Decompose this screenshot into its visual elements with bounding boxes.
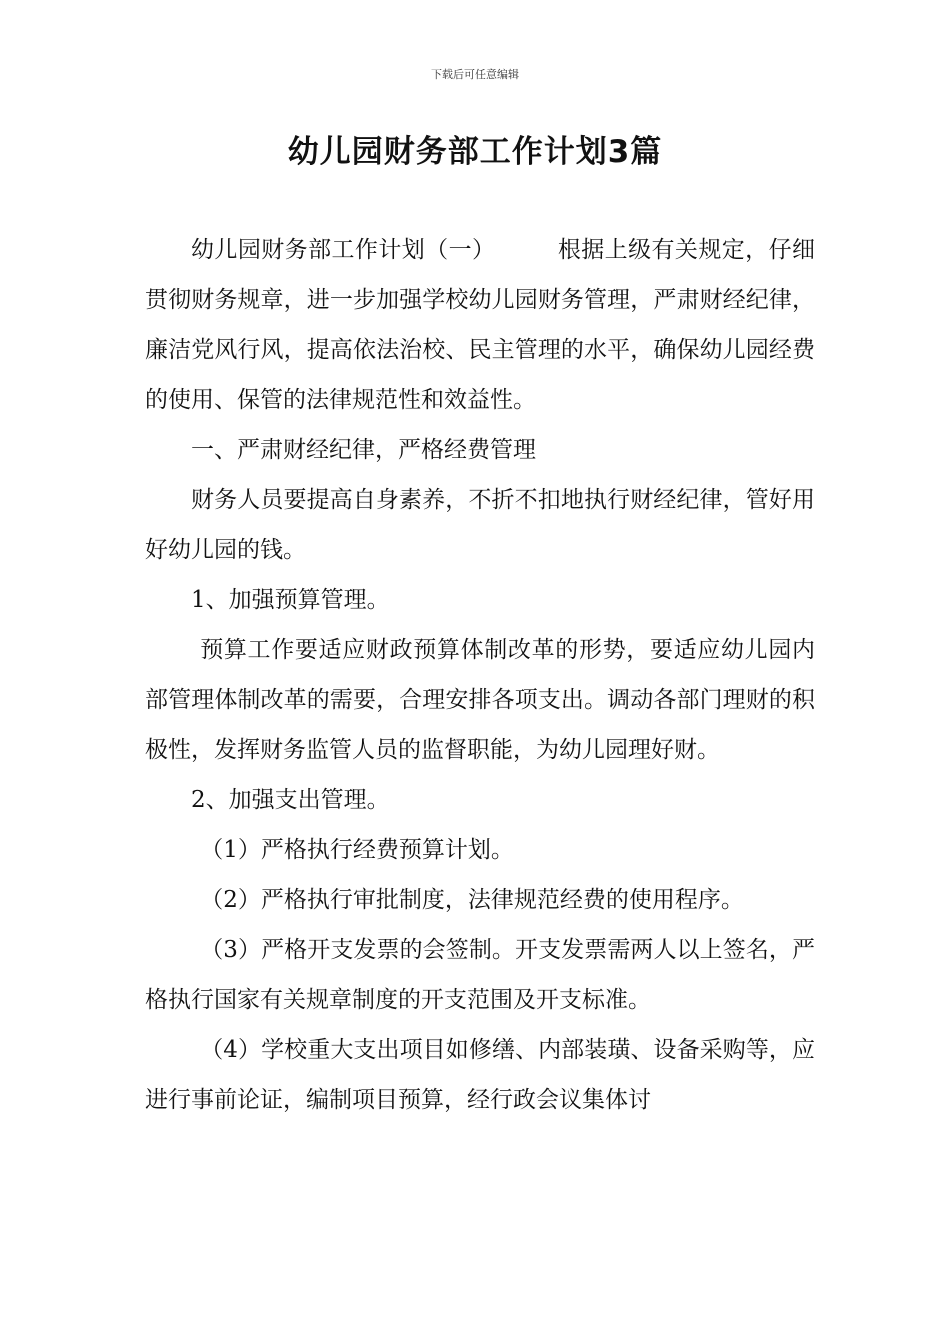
paragraph-intro [145,225,815,425]
document-title: 幼儿园财务部工作计划3篇 [287,134,663,170]
header-note: 下载后可任意编辑 [431,68,519,81]
section-heading-1: 一、严肃财经纪律，严格经费管理 [191,437,536,463]
intro-lead: 幼儿园财务部工作计划（一） [191,237,496,263]
document-body [145,225,815,1125]
intro-text: 根据上级有关规定，仔细贯彻财务规章，进一步加强学校幼儿园财务管理，严肃财经纪律，廉洁党风行风，提高依法治校、民主管理的水平，确保幼儿园经费的使用、保管的法律规范性和效益性。 [145,237,816,413]
list-item: （2）严格执行审批制度，法律规范经费的使用程序。 [200,887,744,913]
subsection-heading-2: 2、加强支出管理。 [191,787,390,813]
paragraph: 预算工作要适应财政预算体制改革的形势，要适应幼儿园内部管理体制改革的需要，合理安排各项支出。调动各部门理财的积极性，发挥财务监管人员的监督职能，为幼儿园理好财。 [145,637,815,763]
list-item: （3）严格开支发票的会签制。开支发票需两人以上签名，严格执行国家有关规章制度的开支范围及开支标准。 [145,937,815,1013]
subsection-heading-1: 1、加强预算管理。 [191,587,390,613]
list-item: （4）学校重大支出项目如修缮、内部装璜、设备采购等，应进行事前论证，编制项目预算，经行政会议集体讨 [145,1037,815,1113]
paragraph: 财务人员要提高自身素养，不折不扣地执行财经纪律，管好用好幼儿园的钱。 [145,487,815,563]
list-item: （1）严格执行经费预算计划。 [200,837,514,863]
